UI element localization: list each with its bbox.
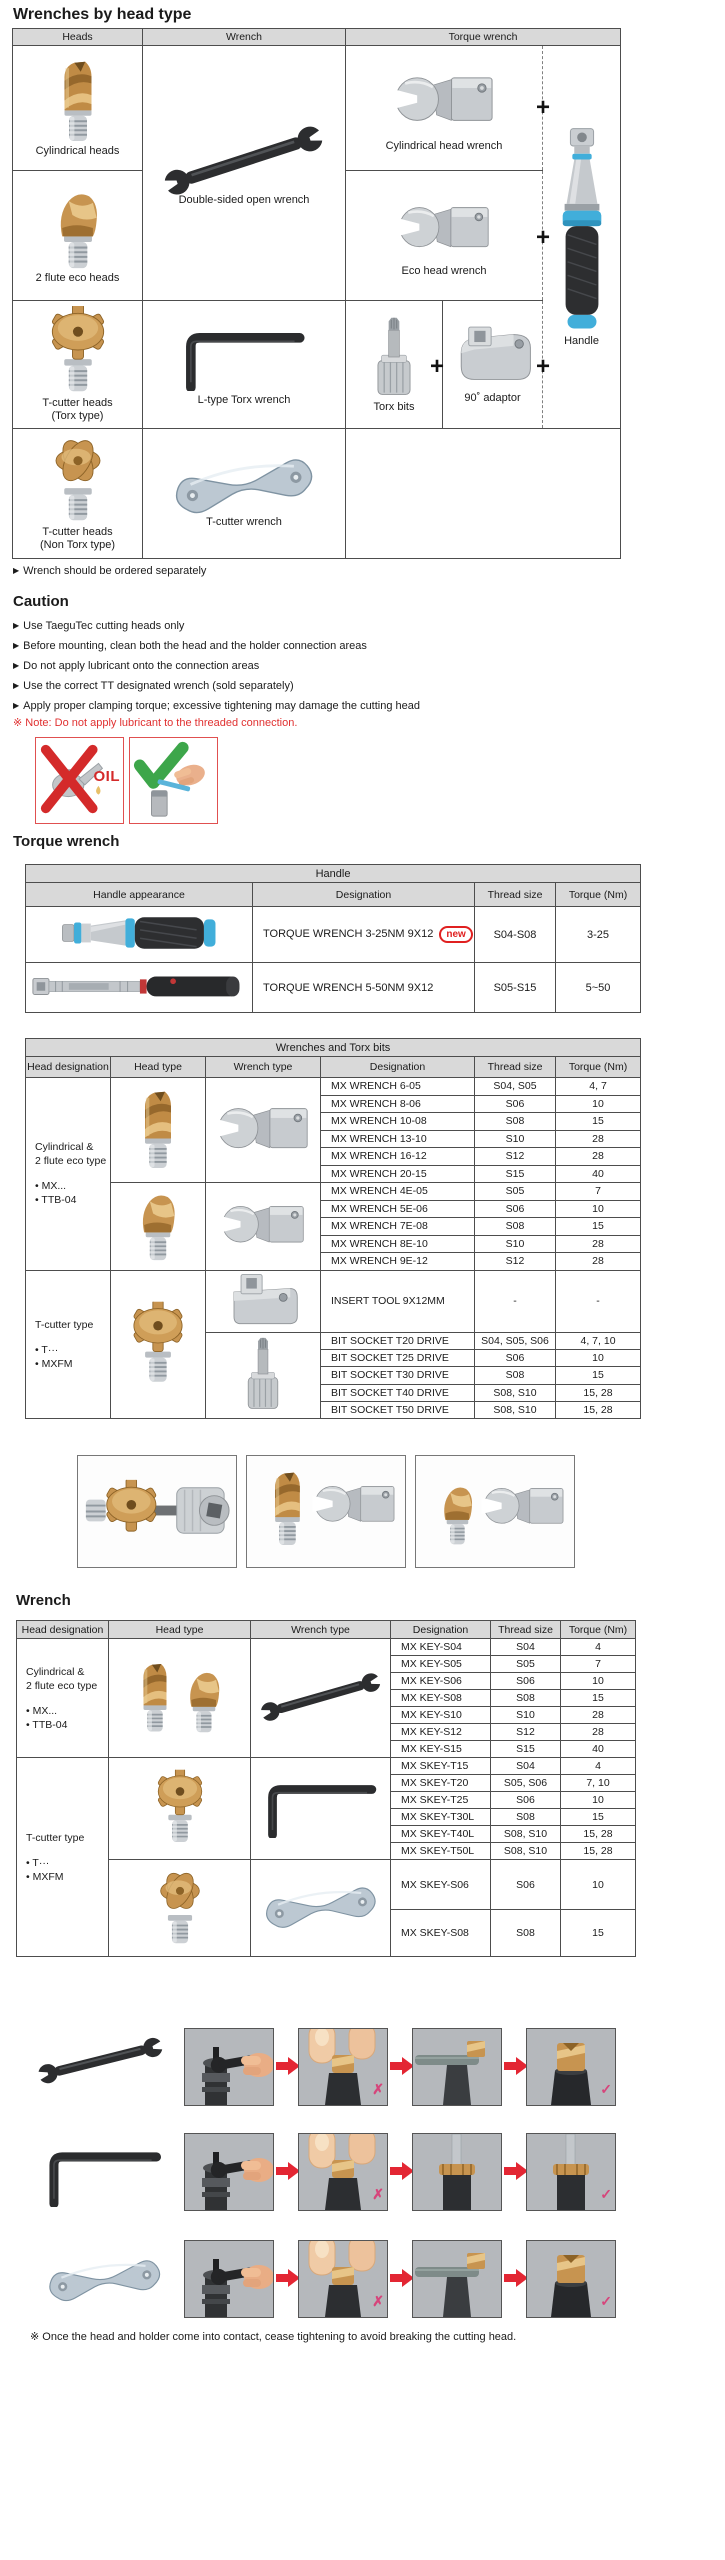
order-note-text: Wrench should be ordered separately	[23, 565, 207, 577]
assembly-photo-cylindrical	[246, 1455, 406, 1568]
order-note	[13, 565, 206, 577]
handle-table	[25, 864, 641, 1013]
designation-cell: MX WRENCH 8E-10	[321, 1235, 475, 1253]
plus-icon: +	[535, 353, 550, 380]
header-wrench-type: Wrench type	[206, 1057, 321, 1078]
torque-cell: 10	[556, 1349, 641, 1366]
group-bullet: • MXFM	[26, 1870, 64, 1883]
insert-tool-icon	[225, 1271, 301, 1329]
ltype-torx-wrench-icon	[143, 323, 345, 391]
designation-cell: MX SKEY-T50L	[391, 1843, 491, 1860]
thread-size-cell: S10	[475, 1235, 556, 1253]
designation-cell: MX SKEY-T30L	[391, 1809, 491, 1826]
group-bullet: • T···	[35, 1343, 59, 1356]
header-wrench-type: Wrench type	[251, 1621, 391, 1639]
step-photo-1	[184, 2028, 274, 2106]
step-photo-2	[298, 2240, 388, 2318]
header-head-designation: Head designation	[26, 1057, 111, 1078]
step-photo-1	[184, 2240, 274, 2318]
group-bullet: • T···	[26, 1856, 50, 1869]
reference-mark-icon: ※	[13, 717, 23, 729]
triangle-bullet-icon: ▶	[13, 681, 20, 690]
eco-head-wrench-icon	[346, 194, 542, 262]
cylindrical-head-wrench-label: Cylindrical head wrench	[385, 140, 503, 152]
group-bullet: • TTB-04	[26, 1718, 68, 1731]
lubricant-note-text: Note: Do not apply lubricant to the threaded connection.	[25, 717, 298, 729]
step-photo-3	[412, 2133, 502, 2211]
page-title: Wrenches by head type	[13, 6, 192, 23]
thread-size-cell: S05	[491, 1656, 561, 1673]
torque-cell: 15	[561, 1910, 636, 1957]
group-name: 2 flute eco type	[35, 1155, 107, 1168]
ltype-torx-wrench-label: L-type Torx wrench	[197, 393, 291, 406]
designation-cell: MX KEY-S04	[391, 1639, 491, 1656]
designation-cell: INSERT TOOL 9X12MM	[321, 1270, 475, 1332]
wrench-type-cell	[251, 1639, 391, 1758]
handle-label: Handle	[564, 335, 599, 347]
thread-size-cell: S05-S15	[475, 963, 556, 1013]
thread-size-cell: S08, S10	[475, 1402, 556, 1419]
designation-cell: MX KEY-S06	[391, 1673, 491, 1690]
header-designation: Designation	[391, 1621, 491, 1639]
arrow-right-icon	[504, 2162, 528, 2180]
thread-size-cell: S06	[491, 1673, 561, 1690]
torque-cell: 28	[561, 1724, 636, 1741]
thread-size-cell: S08, S10	[475, 1384, 556, 1401]
header-torque: Torque (Nm)	[556, 1057, 641, 1078]
wrenches-torx-bits-table	[25, 1038, 641, 1419]
thread-size-cell: S08	[475, 1113, 556, 1131]
arrow-right-icon	[390, 2162, 414, 2180]
eco-head-image	[13, 187, 142, 269]
tcutter-torx-head-image	[152, 1769, 208, 1845]
thread-size-cell: S08	[491, 1910, 561, 1957]
header-thread-size: Thread size	[475, 1057, 556, 1078]
eco-heads-label: 2 flute eco heads	[35, 271, 120, 284]
thread-size-cell: -	[475, 1270, 556, 1332]
thread-size-cell: S04-S08	[475, 907, 556, 963]
group-bullet: • MXFM	[35, 1357, 73, 1370]
eco-assembly-image	[416, 1456, 572, 1565]
designation-cell: MX SKEY-S06	[391, 1860, 491, 1910]
arrow-right-icon	[276, 2057, 300, 2075]
designation-cell: MX SKEY-T20	[391, 1775, 491, 1792]
torque-cell: 28	[556, 1148, 641, 1166]
torque-wrench-5-50-icon	[30, 968, 248, 1004]
oil-label: OIL	[93, 768, 120, 785]
tcutter-nontorx-heads-label1: T-cutter heads	[42, 526, 113, 538]
arrow-right-icon	[504, 2269, 528, 2287]
group-name: T-cutter type	[35, 1318, 94, 1331]
open-wrench-label: Double-sided open wrench	[178, 194, 310, 206]
designation-cell: MX KEY-S05	[391, 1656, 491, 1673]
thread-size-cell: S12	[475, 1253, 556, 1271]
step-photo-3	[412, 2028, 502, 2106]
tcutter-wrench-icon	[258, 1876, 383, 1939]
torque-cell: 15	[556, 1113, 641, 1131]
arrow-right-icon	[504, 2057, 528, 2075]
cylindrical-heads-label: Cylindrical heads	[35, 144, 120, 157]
thread-size-cell: S08	[475, 1218, 556, 1236]
designation-cell: BIT SOCKET T40 DRIVE	[321, 1384, 475, 1401]
step-photo-2	[298, 2133, 388, 2211]
torque-cell: 15, 28	[561, 1826, 636, 1843]
thread-size-cell: S08, S10	[491, 1826, 561, 1843]
cylindrical-head-image	[13, 59, 142, 142]
torque-cell: 15	[556, 1218, 641, 1236]
caution-item-text: Before mounting, clean both the head and the holder connection areas	[23, 640, 367, 652]
handle-table-title: Handle	[26, 865, 641, 883]
cylindrical-assembly-image	[247, 1456, 403, 1565]
thread-size-cell: S12	[475, 1148, 556, 1166]
designation-cell: MX KEY-S15	[391, 1741, 491, 1758]
torque-cell: 15	[561, 1809, 636, 1826]
designation-cell: MX WRENCH 20-15	[321, 1165, 475, 1183]
plus-icon: +	[535, 94, 550, 121]
clean-check-icon	[130, 738, 215, 821]
thread-size-cell: S04, S05	[475, 1078, 556, 1096]
thread-size-cell: S05, S06	[491, 1775, 561, 1792]
torque-cell: 3-25	[556, 907, 641, 963]
head-type-cell	[109, 1860, 251, 1957]
head-type-table-wrap	[12, 28, 621, 559]
torque-cell: 28	[556, 1235, 641, 1253]
torque-wrench-3-25-icon	[59, 911, 219, 955]
cylindrical-head-image	[132, 1089, 184, 1169]
torque-cell: 10	[561, 1860, 636, 1910]
designation-cell: BIT SOCKET T25 DRIVE	[321, 1349, 475, 1366]
check-mark-icon: ✓	[600, 2293, 612, 2309]
wrench-type-cell	[206, 1078, 321, 1183]
designation-cell	[253, 907, 475, 963]
cylindrical-head-wrench-icon	[346, 63, 542, 137]
empty-torque-cell	[346, 429, 621, 559]
head-type-table	[12, 28, 621, 559]
cylindrical-head-image	[132, 1661, 178, 1733]
head-type-cell	[111, 1270, 206, 1419]
arrow-right-icon	[390, 2057, 414, 2075]
assembly-photo-tcutter	[77, 1455, 237, 1568]
caution-item	[13, 660, 420, 672]
header-torque: Torque (Nm)	[561, 1621, 636, 1639]
torque-wrench-heading: Torque wrench	[13, 833, 120, 850]
caution-item	[13, 700, 420, 712]
designation-cell: MX WRENCH 6-05	[321, 1078, 475, 1096]
arrow-right-icon	[390, 2269, 414, 2287]
triangle-bullet-icon: ▶	[13, 641, 20, 650]
open-wrench-icon	[33, 2029, 168, 2097]
designation-cell: MX KEY-S10	[391, 1707, 491, 1724]
thread-size-cell: S10	[475, 1130, 556, 1148]
thread-size-cell: S08	[491, 1809, 561, 1826]
cylindrical-heads-cell	[13, 46, 143, 171]
wrench-type-cell	[251, 1860, 391, 1957]
triangle-bullet-icon: ▶	[13, 621, 20, 630]
torque-cell: 4, 7, 10	[556, 1332, 641, 1349]
header-torque: Torque (Nm)	[556, 883, 641, 907]
thread-size-cell: S08	[491, 1690, 561, 1707]
head-type-cell	[111, 1078, 206, 1183]
col-header-torque-wrench: Torque wrench	[346, 29, 621, 46]
check-mark-icon: ✓	[600, 2186, 612, 2202]
head-type-cell	[109, 1639, 251, 1758]
triangle-bullet-icon: ▶	[13, 701, 20, 710]
tightening-note-text: Once the head and holder come into contact, cease tightening to avoid breaking the cutting head.	[42, 2331, 517, 2343]
col-header-heads: Heads	[13, 29, 143, 46]
lubricant-note	[13, 716, 297, 729]
torque-cell: 15	[556, 1367, 641, 1384]
tcutter-wrench-cell	[143, 429, 346, 559]
designation-cell: MX WRENCH 4E-05	[321, 1183, 475, 1201]
thread-size-cell: S06	[491, 1792, 561, 1809]
caution-figures	[35, 737, 223, 824]
designation-cell: MX KEY-S12	[391, 1724, 491, 1741]
head-type-cell	[111, 1183, 206, 1271]
caution-list	[13, 620, 420, 720]
caution-heading: Caution	[13, 593, 69, 610]
designation-cell: MX SKEY-T40L	[391, 1826, 491, 1843]
torque-cell: 10	[561, 1792, 636, 1809]
arrow-right-icon	[276, 2162, 300, 2180]
ltype-torx-wrench-cell	[143, 301, 346, 429]
tcutter-torx-heads-label2: (Torx type)	[51, 410, 104, 422]
group-name: Cylindrical &	[26, 1665, 85, 1678]
thread-size-cell: S08, S10	[491, 1843, 561, 1860]
plus-icon: +	[535, 224, 550, 251]
torque-cell: 28	[556, 1130, 641, 1148]
torque-cell: 5~50	[556, 963, 641, 1013]
90-adaptor-icon	[443, 325, 542, 389]
cross-mark-icon: ✗	[372, 2081, 384, 2097]
bit-socket-icon	[240, 1336, 286, 1412]
cross-mark-icon: ✗	[372, 2186, 384, 2202]
designation-cell: BIT SOCKET T30 DRIVE	[321, 1367, 475, 1384]
step-photo-4	[526, 2240, 616, 2318]
thread-size-cell: S15	[491, 1741, 561, 1758]
caution-item	[13, 680, 420, 692]
torque-cell: 15, 28	[556, 1402, 641, 1419]
clean-ok-figure	[129, 737, 218, 824]
header-thread-size: Thread size	[491, 1621, 561, 1639]
group-bullet: • MX...	[35, 1180, 67, 1193]
eco-head-wrench-label: Eco head wrench	[401, 264, 487, 277]
designation-cell: MX WRENCH 16-12	[321, 1148, 475, 1166]
torque-cell: 28	[561, 1707, 636, 1724]
step-photo-2	[298, 2028, 388, 2106]
torque-cell: 4, 7	[556, 1078, 641, 1096]
torque-cell: 28	[556, 1253, 641, 1271]
wrench-heading: Wrench	[16, 1592, 71, 1609]
torque-cell: 7, 10	[561, 1775, 636, 1792]
triangle-bullet-icon: ▶	[13, 566, 20, 575]
step-photo-1	[184, 2133, 274, 2211]
thread-size-cell: S05	[475, 1183, 556, 1201]
step-photo-4	[526, 2133, 616, 2211]
assembly-photo-eco	[415, 1455, 575, 1568]
tcutter-wrench-label: T-cutter wrench	[206, 516, 282, 528]
adaptor-cell	[443, 301, 543, 429]
designation-cell: MX WRENCH 9E-12	[321, 1253, 475, 1271]
tcutter-nontorx-head-image	[151, 1867, 209, 1947]
thread-size-cell: S06	[491, 1860, 561, 1910]
torque-cell: 40	[556, 1165, 641, 1183]
wrench-type-cell	[251, 1758, 391, 1860]
designation-cell: BIT SOCKET T20 DRIVE	[321, 1332, 475, 1349]
instruction-row-open-wrench	[0, 2028, 725, 2108]
designation-cell: MX SKEY-T15	[391, 1758, 491, 1775]
thread-size-cell: S04, S05, S06	[475, 1332, 556, 1349]
eco-head-image	[181, 1667, 227, 1733]
ltype-torx-wrench-icon	[265, 1776, 377, 1838]
arrow-right-icon	[276, 2269, 300, 2287]
open-wrench-icon	[255, 1664, 386, 1732]
caution-item-text: Do not apply lubricant onto the connection areas	[23, 660, 260, 672]
wrench-type-cell	[206, 1332, 321, 1419]
header-head-designation: Head designation	[17, 1621, 109, 1639]
wrench-table	[16, 1620, 636, 1957]
torque-cell: 10	[556, 1200, 641, 1218]
header-designation: Designation	[321, 1057, 475, 1078]
cross-mark-icon: ✗	[372, 2293, 384, 2309]
caution-item	[13, 620, 420, 632]
thread-size-cell: S04	[491, 1758, 561, 1775]
designation-cell: MX WRENCH 10-08	[321, 1113, 475, 1131]
ltype-torx-wrench-icon	[40, 2143, 168, 2212]
designation-cell: MX WRENCH 13-10	[321, 1130, 475, 1148]
wrench-type-cell	[206, 1183, 321, 1271]
thread-size-cell: S12	[491, 1724, 561, 1741]
torque-cell: 7	[556, 1183, 641, 1201]
handle-appearance-cell	[26, 963, 253, 1013]
tcutter-assembly-image	[78, 1456, 234, 1565]
cylindrical-head-wrench-cell	[346, 46, 543, 171]
reference-mark-icon: ※	[30, 2331, 40, 2343]
thread-size-cell: S10	[491, 1707, 561, 1724]
mx-wrench-icon	[215, 1095, 311, 1163]
step-photo-3	[412, 2240, 502, 2318]
thread-size-cell: S06	[475, 1200, 556, 1218]
handle-appearance-cell	[26, 907, 253, 963]
header-head-type: Head type	[111, 1057, 206, 1078]
header-thread-size: Thread size	[475, 883, 556, 907]
thread-size-cell: S04	[491, 1639, 561, 1656]
group-bullet: • TTB-04	[35, 1194, 77, 1207]
thread-size-cell: S06	[475, 1095, 556, 1113]
caution-item-text: Use TaeguTec cutting heads only	[23, 620, 185, 632]
tcutter-torx-head-image	[127, 1301, 189, 1385]
eco-heads-cell	[13, 171, 143, 301]
torque-cell: 15	[561, 1690, 636, 1707]
step-photo-4	[526, 2028, 616, 2106]
thread-size-cell: S08	[475, 1367, 556, 1384]
tcutter-nontorx-heads-label2: (Non Torx type)	[40, 539, 115, 551]
instruction-row-tcutter-wrench	[0, 2240, 725, 2320]
caution-item-text: Use the correct TT designated wrench (sold separately)	[23, 680, 294, 692]
group-name: T-cutter type	[26, 1831, 85, 1844]
tcutter-torx-head-image	[13, 306, 142, 394]
thread-size-cell: S06	[475, 1349, 556, 1366]
torque-cell: 15, 28	[561, 1843, 636, 1860]
designation-cell: MX WRENCH 8-06	[321, 1095, 475, 1113]
torx-table-title: Wrenches and Torx bits	[26, 1039, 641, 1057]
designation-cell: BIT SOCKET T50 DRIVE	[321, 1402, 475, 1419]
col-header-wrench: Wrench	[143, 29, 346, 46]
designation-cell: TORQUE WRENCH 5-50NM 9X12	[253, 963, 475, 1013]
designation-cell: MX WRENCH 5E-06	[321, 1200, 475, 1218]
torque-cell: 15, 28	[556, 1384, 641, 1401]
group-name: Cylindrical &	[35, 1141, 94, 1154]
eco-wrench-icon	[219, 1194, 307, 1256]
torque-cell: 7	[561, 1656, 636, 1673]
tcutter-torx-heads-label1: T-cutter heads	[42, 397, 113, 409]
torque-cell: 10	[556, 1095, 641, 1113]
thread-size-cell: S15	[475, 1165, 556, 1183]
eco-head-wrench-cell	[346, 171, 543, 301]
open-wrench-cell	[143, 46, 346, 301]
head-type-cell	[109, 1758, 251, 1860]
triangle-bullet-icon: ▶	[13, 661, 20, 670]
tcutter-nontorx-head-image	[13, 435, 142, 523]
new-badge: new	[439, 926, 472, 943]
torque-cell: -	[556, 1270, 641, 1332]
group-bullet: • MX...	[26, 1704, 58, 1717]
tcutter-wrench-icon	[41, 2250, 169, 2316]
torque-cell: 4	[561, 1758, 636, 1775]
check-mark-icon: ✓	[600, 2081, 612, 2097]
header-head-type: Head type	[109, 1621, 251, 1639]
designation-text: TORQUE WRENCH 3-25NM 9X12	[263, 928, 434, 940]
wrench-type-cell	[206, 1270, 321, 1332]
tcutter-nontorx-heads-cell	[13, 429, 143, 559]
instruction-row-torx-wrench	[0, 2133, 725, 2213]
tightening-note	[30, 2330, 516, 2343]
torx-bits-label: Torx bits	[373, 400, 415, 413]
group-name: 2 flute eco type	[26, 1679, 98, 1692]
torque-cell: 4	[561, 1639, 636, 1656]
designation-cell: MX KEY-S08	[391, 1690, 491, 1707]
torque-cell: 10	[561, 1673, 636, 1690]
eco-head-image	[133, 1189, 183, 1261]
group-tcutter-cell	[17, 1758, 109, 1957]
torque-cell: 40	[561, 1741, 636, 1758]
header-handle-appearance: Handle appearance	[26, 883, 253, 907]
group-cylindrical-eco-cell	[17, 1639, 109, 1758]
plus-icon: +	[429, 353, 444, 380]
designation-cell: MX SKEY-T25	[391, 1792, 491, 1809]
no-oil-figure	[35, 737, 124, 824]
caution-item	[13, 640, 420, 652]
designation-cell: MX SKEY-S08	[391, 1910, 491, 1957]
group-cylindrical-eco-cell	[26, 1078, 111, 1271]
caution-item-text: Apply proper clamping torque; excessive tightening may damage the cutting head	[23, 700, 421, 712]
designation-cell: MX WRENCH 7E-08	[321, 1218, 475, 1236]
header-designation: Designation	[253, 883, 475, 907]
adaptor-label: 90˚ adaptor	[464, 391, 521, 404]
tcutter-torx-heads-cell	[13, 301, 143, 429]
group-tcutter-cell	[26, 1270, 111, 1419]
